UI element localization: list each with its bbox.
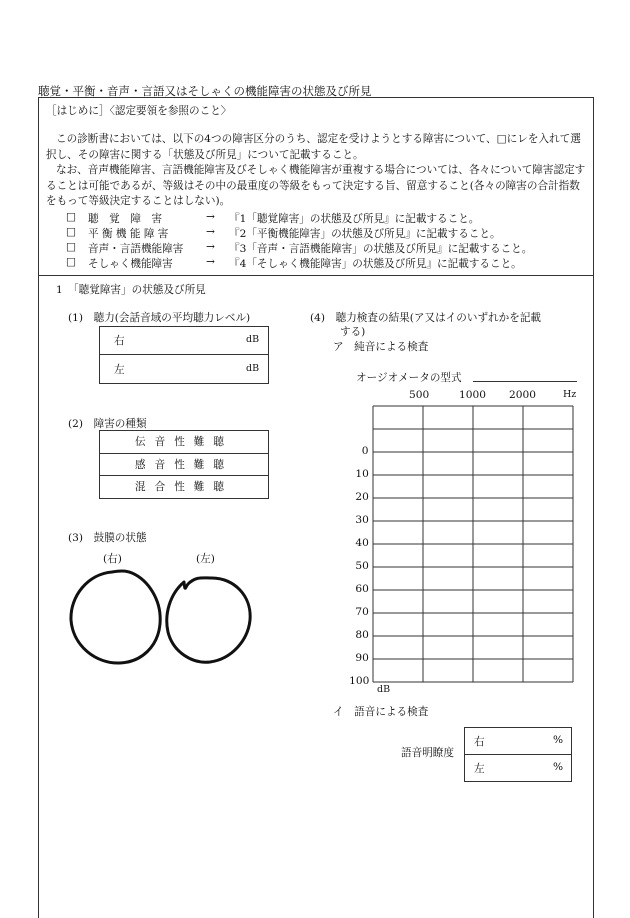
right-label: 右	[474, 736, 485, 748]
frequency-unit-label: Hz	[563, 389, 577, 400]
left-label: 左	[114, 364, 125, 376]
eardrum-left-drawing	[167, 578, 250, 662]
speech-left-row	[465, 754, 571, 781]
frequency-tick-label: 2000	[509, 389, 536, 401]
db-unit-label: dB	[377, 684, 391, 695]
intro-heading: ［はじめに］〈認定要領を参照のこと〉	[46, 105, 232, 117]
eardrum-label: (3) 鼓膜の状態	[68, 532, 147, 544]
speech-clarity-table	[464, 727, 572, 782]
intro-paragraph-2: なお、音声機能障害、言語機能障害及びそしゃく機能障害が重複する場合については、各々について障害認定することは可能であるが、等級はその中の最重度の等級をもって決定する旨、留意すること(各々の障害の合計指数をもって等級決定することはしない)。	[46, 164, 586, 208]
db-tick-label: 70	[355, 606, 369, 618]
audiogram-grid	[372, 405, 574, 687]
arrow-icon: →	[206, 226, 215, 238]
speech-right-row	[465, 728, 571, 754]
checkbox[interactable]: □	[66, 256, 77, 268]
frequency-tick-label: 1000	[459, 389, 486, 401]
db-unit: dB	[246, 334, 260, 345]
type-conductive[interactable]: 伝音性難聴	[135, 436, 233, 448]
intro-section	[46, 104, 586, 209]
speech-test-label: イ 語音による検査	[333, 706, 429, 718]
test-results-label-line2: する)	[340, 326, 366, 338]
category-reference: 『4「そしゃく機能障害」の状態及び所見』に記載すること。	[229, 258, 522, 270]
type-mixed[interactable]: 混合性難聴	[100, 475, 268, 498]
pure-tone-test-label: ア 純音による検査	[333, 341, 429, 353]
category-name: 音声・言語機能障害	[88, 243, 184, 255]
audiometer-model-field[interactable]	[473, 381, 577, 382]
hearing-left-row	[100, 354, 268, 383]
frequency-tick-label: 500	[409, 389, 430, 401]
category-reference: 『2「平衡機能障害」の状態及び所見』に記載すること。	[229, 228, 501, 240]
category-name: そしゃく機能障害	[88, 258, 173, 270]
db-tick-label: 0	[361, 445, 369, 457]
eardrum-left-label: (左)	[196, 553, 215, 565]
db-tick-label: 90	[355, 652, 369, 664]
db-unit: dB	[246, 363, 260, 374]
hearing-loss-type-table	[99, 430, 269, 499]
percent-unit: %	[553, 734, 564, 746]
db-tick-label: 30	[355, 514, 369, 526]
percent-unit: %	[553, 761, 564, 773]
section-1-title: 1 「聴覚障害」の状態及び所見	[56, 284, 206, 296]
arrow-icon: →	[206, 241, 215, 253]
category-name: 平 衡 機 能 障 害	[88, 228, 169, 240]
audiogram-svg	[372, 405, 574, 683]
db-tick-label: 20	[355, 491, 369, 503]
left-label: 左	[474, 763, 485, 775]
checkbox[interactable]: □	[66, 241, 77, 253]
audiometer-model-label: オージオメータの型式	[356, 372, 462, 384]
eardrum-right-label: (右)	[103, 553, 122, 565]
type-sensorineural[interactable]: 感音性難聴	[100, 453, 268, 476]
intro-paragraph-1: この診断書においては、以下の4つの障害区分のうち、認定を受けようとする障害について、□にレを入れて選択し、その障害に関する「状態及び所見」について記載すること。	[46, 133, 581, 161]
arrow-icon: →	[206, 256, 215, 268]
arrow-icon: →	[206, 211, 215, 223]
db-tick-label: 10	[355, 468, 369, 480]
checkbox[interactable]: □	[66, 211, 77, 223]
db-tick-label: 60	[355, 583, 369, 595]
speech-clarity-label: 語音明瞭度	[401, 747, 454, 759]
right-label: 右	[114, 335, 125, 347]
eardrum-diagram	[60, 560, 270, 670]
category-reference: 『1「聴覚障害」の状態及び所見』に記載すること。	[229, 213, 480, 225]
document-title: 聴覚・平衡・音声・言語又はそしゃくの機能障害の状態及び所見	[38, 84, 372, 98]
category-name: 聴 覚 障 害	[88, 213, 163, 225]
hearing-level-label: (1) 聴力(会話音域の平均聴力レベル)	[68, 312, 251, 324]
category-reference: 『3「音声・言語機能障害」の状態及び所見』に記載すること。	[229, 243, 533, 255]
hearing-right-row	[100, 327, 268, 354]
checkbox[interactable]: □	[66, 226, 77, 238]
eardrum-right-drawing	[71, 571, 160, 663]
hearing-level-table	[99, 326, 269, 384]
db-tick-label: 80	[355, 629, 369, 641]
db-tick-label: 100	[349, 675, 370, 687]
hearing-loss-type-label: (2) 障害の種類	[68, 418, 147, 430]
test-results-label-line1: (4) 聴力検査の結果(ア又はイのいずれかを記載	[310, 312, 542, 324]
db-tick-label: 40	[355, 537, 369, 549]
section-divider	[38, 275, 593, 276]
db-tick-label: 50	[355, 560, 369, 572]
